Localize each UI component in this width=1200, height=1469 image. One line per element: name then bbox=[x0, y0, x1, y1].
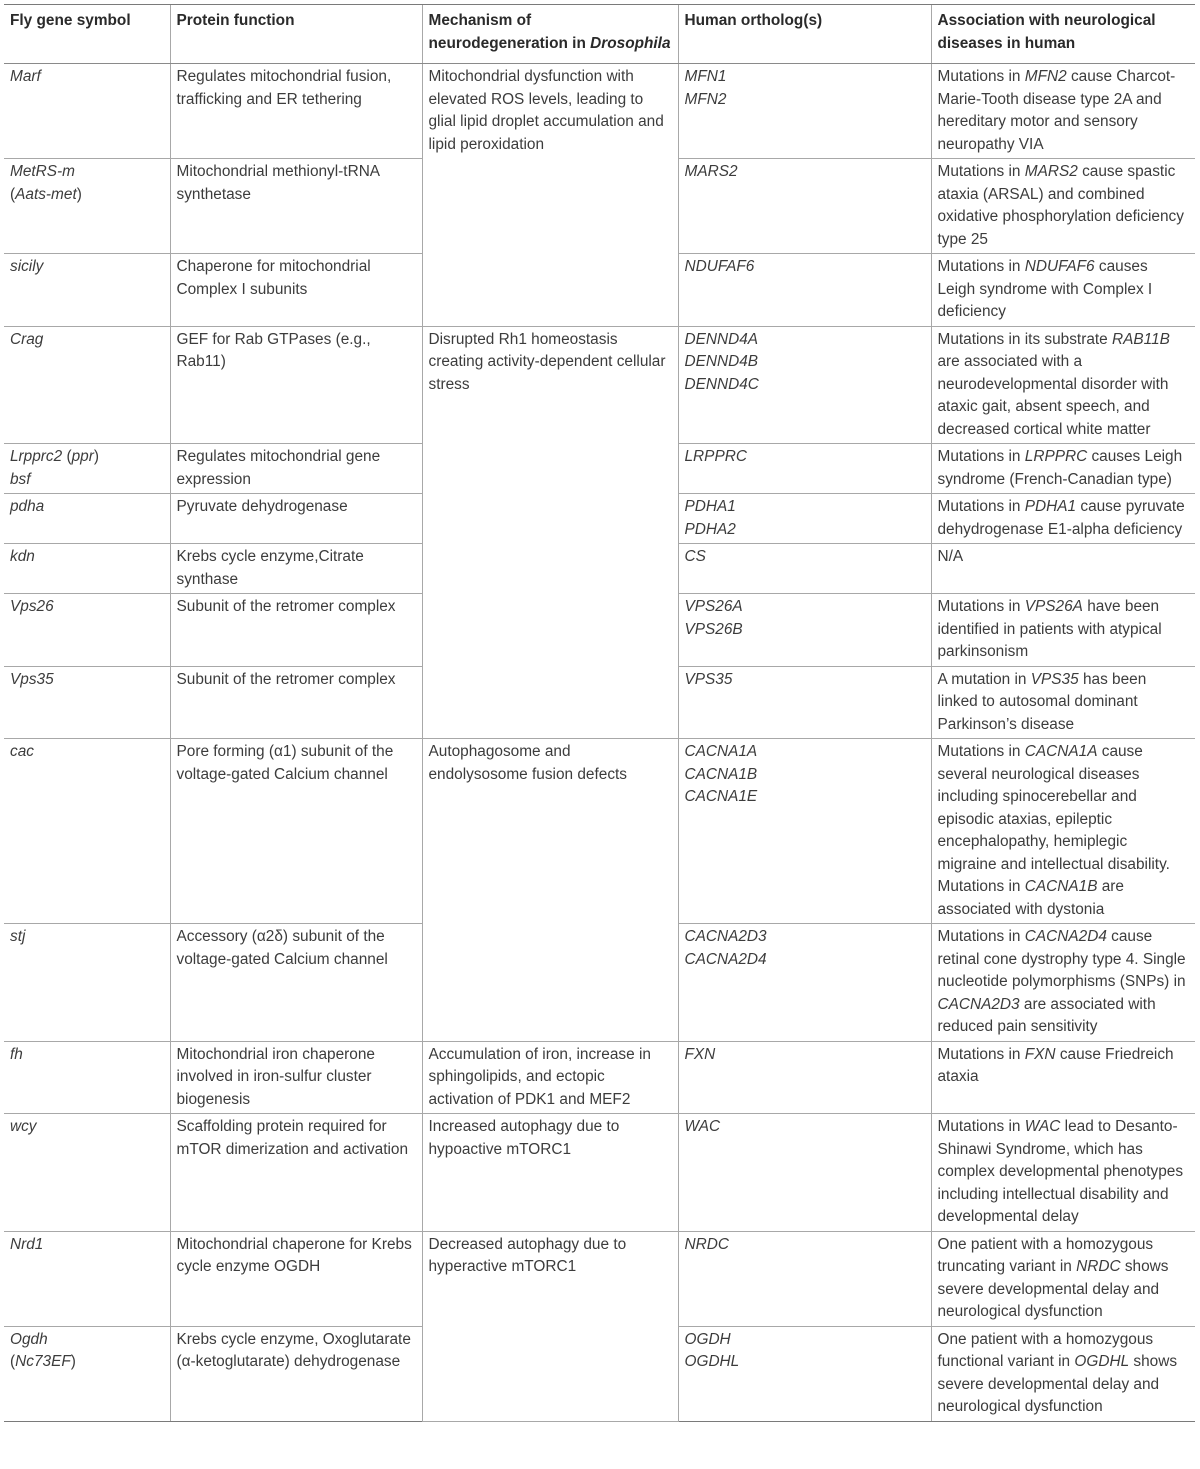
italic-term: MARS2 bbox=[1024, 163, 1078, 180]
disease-cell: Mutations in LRPPRC causes Leigh syndrome (French-Canadian type) bbox=[931, 444, 1195, 494]
ortholog-name: FXN bbox=[684, 1045, 716, 1063]
header-row bbox=[4, 5, 1195, 64]
function-cell: Krebs cycle enzyme,Citrate synthase bbox=[170, 544, 422, 594]
ortholog-name: LRPPRC bbox=[684, 448, 747, 465]
ortholog-cell bbox=[678, 666, 931, 739]
gene-cell bbox=[4, 1114, 170, 1232]
disease-cell: Mutations in PDHA1 cause pyruvate dehydrogenase E1-alpha deficiency bbox=[931, 494, 1195, 544]
ortholog-cell bbox=[678, 924, 931, 1042]
ortholog-cell bbox=[678, 159, 931, 254]
ortholog-name: NRDC bbox=[684, 1235, 729, 1253]
header-species: Drosophila bbox=[590, 34, 671, 52]
ortholog-cell bbox=[678, 326, 931, 444]
italic-term: fh bbox=[10, 1045, 23, 1063]
function-cell: Accessory (α2δ) subunit of the voltage-gated Calcium channel bbox=[170, 924, 422, 1042]
function-cell: Mitochondrial iron chaperone involved in iron-sulfur cluster biogenesis bbox=[170, 1041, 422, 1114]
disease-cell: Mutations in WAC lead to Desanto-Shinawi Syndrome, which has complex developmental phenotypes including intellectual disability and developmental delay bbox=[931, 1114, 1195, 1232]
disease-cell: Mutations in MFN2 cause Charcot-Marie-Tooth disease type 2A and hereditary motor and sensory neuropathy VIA bbox=[931, 64, 1195, 159]
italic-term: sicily bbox=[10, 258, 44, 275]
disease-cell: One patient with a homozygous functional variant in OGDHL shows severe developmental delay and neurological dysfunction bbox=[931, 1326, 1195, 1421]
table-row bbox=[4, 326, 1195, 444]
ortholog-name: CACNA1B bbox=[684, 765, 758, 783]
italic-term: Aats-met bbox=[15, 185, 77, 203]
italic-term: pdha bbox=[10, 498, 45, 515]
function-cell: Pore forming (α1) subunit of the voltage-gated Calcium channel bbox=[170, 739, 422, 924]
header-mechanism bbox=[422, 5, 678, 64]
gene-cell bbox=[4, 924, 170, 1042]
gene-cell bbox=[4, 494, 170, 544]
ortholog-cell bbox=[678, 494, 931, 544]
ortholog-name: WAC bbox=[684, 1118, 721, 1135]
ortholog-name: DENND4B bbox=[684, 353, 759, 370]
gene-table bbox=[4, 4, 1195, 1422]
ortholog-name: OGDH bbox=[684, 1330, 731, 1348]
gene-cell bbox=[4, 666, 170, 739]
disease-cell: Mutations in its substrate RAB11B are associated with a neurodevelopmental disorder with ataxic gait, absent speech, and decreased cortical white matter bbox=[931, 326, 1195, 444]
gene-cell bbox=[4, 64, 170, 159]
function-cell: Subunit of the retromer complex bbox=[170, 666, 422, 739]
function-cell: Subunit of the retromer complex bbox=[170, 594, 422, 667]
italic-term: kdn bbox=[10, 548, 35, 565]
italic-term: Lrpprc2 bbox=[10, 448, 63, 465]
header-human-orthologs: Human ortholog(s) bbox=[678, 5, 931, 64]
ortholog-name: DENND4A bbox=[684, 330, 759, 348]
table-row bbox=[4, 1231, 1195, 1326]
italic-term: VPS35 bbox=[1030, 670, 1079, 688]
disease-cell: Mutations in CACNA1A cause several neurological diseases including spinocerebellar and episodic ataxias, epileptic encephalopathy, hemiplegic migraine and intellectual disability. Mutations in CACNA1B are associated with dystonia bbox=[931, 739, 1195, 924]
mechanism-cell: Decreased autophagy due to hyperactive mTORC1 bbox=[422, 1231, 678, 1421]
ortholog-name: PDHA1 bbox=[684, 498, 736, 515]
mechanism-cell: Autophagosome and endolysosome fusion defects bbox=[422, 739, 678, 1042]
ortholog-cell bbox=[678, 1114, 931, 1232]
mechanism-cell: Increased autophagy due to hypoactive mTORC1 bbox=[422, 1114, 678, 1232]
function-cell: GEF for Rab GTPases (e.g., Rab11) bbox=[170, 326, 422, 444]
function-cell: Scaffolding protein required for mTOR dimerization and activation bbox=[170, 1114, 422, 1232]
header-disease-association: Association with neurological diseases in human bbox=[931, 5, 1195, 64]
italic-term: LRPPRC bbox=[1024, 448, 1088, 465]
italic-term: CACNA2D4 bbox=[1024, 928, 1107, 945]
function-cell: Chaperone for mitochondrial Complex I subunits bbox=[170, 254, 422, 327]
italic-term: Nrd1 bbox=[10, 1235, 44, 1253]
ortholog-name: NDUFAF6 bbox=[684, 258, 755, 275]
function-cell: Mitochondrial methionyl-tRNA synthetase bbox=[170, 159, 422, 254]
mechanism-cell: Disrupted Rh1 homeostasis creating activity-dependent cellular stress bbox=[422, 326, 678, 739]
gene-cell bbox=[4, 254, 170, 327]
table-row bbox=[4, 64, 1195, 159]
ortholog-cell bbox=[678, 254, 931, 327]
italic-term: MetRS-m bbox=[10, 163, 75, 180]
ortholog-cell bbox=[678, 594, 931, 667]
italic-term: OGDHL bbox=[1074, 1353, 1130, 1370]
gene-cell bbox=[4, 739, 170, 924]
ortholog-cell bbox=[678, 1231, 931, 1326]
italic-term: VPS26A bbox=[1024, 598, 1083, 615]
ortholog-name: PDHA2 bbox=[684, 520, 736, 538]
ortholog-name: CACNA1E bbox=[684, 788, 758, 805]
gene-cell: Lrpprc2 (ppr) bsf bbox=[4, 444, 170, 494]
ortholog-name: CACNA1A bbox=[684, 743, 758, 760]
ortholog-name: CACNA2D4 bbox=[684, 950, 767, 968]
italic-term: CACNA1A bbox=[1024, 743, 1098, 760]
italic-term: Vps35 bbox=[10, 670, 54, 688]
italic-term: PDHA1 bbox=[1024, 498, 1077, 515]
table-row bbox=[4, 1114, 1195, 1232]
italic-term: WAC bbox=[1024, 1118, 1061, 1135]
gene-cell: Ogdh (Nc73EF) bbox=[4, 1326, 170, 1421]
gene-cell bbox=[4, 1041, 170, 1114]
disease-cell: N/A bbox=[931, 544, 1195, 594]
italic-term: MFN2 bbox=[1024, 68, 1067, 85]
italic-term: bsf bbox=[10, 470, 31, 488]
italic-term: NDUFAF6 bbox=[1024, 258, 1095, 275]
italic-term: Nc73EF bbox=[15, 1353, 71, 1370]
gene-cell bbox=[4, 544, 170, 594]
gene-cell bbox=[4, 594, 170, 667]
italic-term: CACNA2D3 bbox=[937, 995, 1020, 1013]
ortholog-name: OGDHL bbox=[684, 1353, 740, 1370]
ortholog-cell bbox=[678, 1326, 931, 1421]
italic-term: FXN bbox=[1024, 1045, 1056, 1063]
ortholog-name: DENND4C bbox=[684, 375, 759, 393]
ortholog-name: MARS2 bbox=[684, 163, 738, 180]
italic-term: Crag bbox=[10, 330, 44, 348]
header-mechanism-text: Mechanism of neurodegeneration in bbox=[428, 12, 586, 52]
function-cell: Pyruvate dehydrogenase bbox=[170, 494, 422, 544]
gene-cell: MetRS-m (Aats-met) bbox=[4, 159, 170, 254]
ortholog-cell bbox=[678, 739, 931, 924]
ortholog-name: CACNA2D3 bbox=[684, 928, 767, 945]
ortholog-name: MFN1 bbox=[684, 68, 727, 85]
disease-cell: One patient with a homozygous truncating variant in NRDC shows severe developmental delay and neurological dysfunction bbox=[931, 1231, 1195, 1326]
function-cell: Krebs cycle enzyme, Oxoglutarate (α-ketoglutarate) dehydrogenase bbox=[170, 1326, 422, 1421]
mechanism-cell: Accumulation of iron, increase in sphingolipids, and ectopic activation of PDK1 and MEF2 bbox=[422, 1041, 678, 1114]
ortholog-name: VPS26B bbox=[684, 620, 743, 638]
italic-term: RAB11B bbox=[1112, 330, 1170, 348]
function-cell: Regulates mitochondrial fusion, trafficking and ER tethering bbox=[170, 64, 422, 159]
disease-cell: Mutations in CACNA2D4 cause retinal cone dystrophy type 4. Single nucleotide polymorphisms (SNPs) in CACNA2D3 are associated with reduced pain sensitivity bbox=[931, 924, 1195, 1042]
ortholog-name: VPS35 bbox=[684, 670, 733, 688]
disease-cell: Mutations in NDUFAF6 causes Leigh syndrome with Complex I deficiency bbox=[931, 254, 1195, 327]
italic-term: Vps26 bbox=[10, 598, 54, 615]
italic-term: Ogdh bbox=[10, 1330, 48, 1348]
disease-cell: Mutations in MARS2 cause spastic ataxia (ARSAL) and combined oxidative phosphorylation deficiency type 25 bbox=[931, 159, 1195, 254]
italic-term: CACNA1B bbox=[1024, 878, 1098, 895]
italic-term: NRDC bbox=[1076, 1258, 1121, 1275]
disease-cell: Mutations in FXN cause Friedreich ataxia bbox=[931, 1041, 1195, 1114]
function-cell: Regulates mitochondrial gene expression bbox=[170, 444, 422, 494]
disease-cell: A mutation in VPS35 has been linked to autosomal dominant Parkinson’s disease bbox=[931, 666, 1195, 739]
mechanism-cell: Mitochondrial dysfunction with elevated ROS levels, leading to glial lipid droplet accumulation and lipid peroxidation bbox=[422, 64, 678, 327]
ortholog-name: CS bbox=[684, 548, 706, 565]
italic-term: ppr bbox=[71, 448, 94, 465]
table-row bbox=[4, 1041, 1195, 1114]
italic-term: stj bbox=[10, 928, 26, 945]
ortholog-name: MFN2 bbox=[684, 90, 727, 108]
ortholog-name: VPS26A bbox=[684, 598, 743, 615]
table-row bbox=[4, 739, 1195, 924]
gene-cell bbox=[4, 1231, 170, 1326]
ortholog-cell bbox=[678, 1041, 931, 1114]
header-protein-function: Protein function bbox=[170, 5, 422, 64]
gene-cell bbox=[4, 326, 170, 444]
italic-term: wcy bbox=[10, 1118, 37, 1135]
ortholog-cell bbox=[678, 64, 931, 159]
ortholog-cell bbox=[678, 444, 931, 494]
function-cell: Mitochondrial chaperone for Krebs cycle enzyme OGDH bbox=[170, 1231, 422, 1326]
italic-term: Marf bbox=[10, 68, 41, 85]
header-fly-gene: Fly gene symbol bbox=[4, 5, 170, 64]
disease-cell: Mutations in VPS26A have been identified in patients with atypical parkinsonism bbox=[931, 594, 1195, 667]
ortholog-cell bbox=[678, 544, 931, 594]
italic-term: cac bbox=[10, 743, 34, 760]
